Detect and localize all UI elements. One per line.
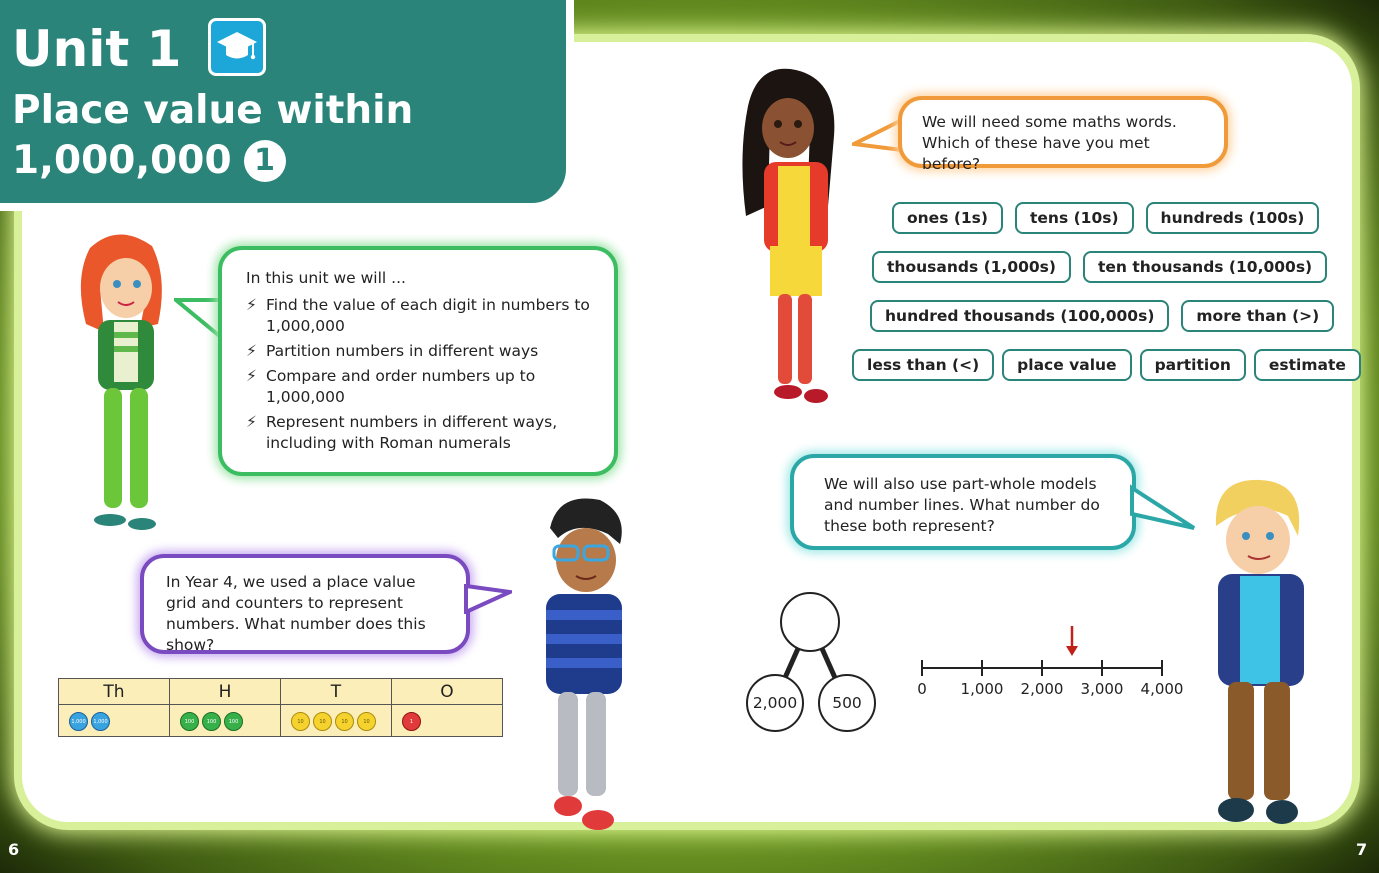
objective-item bbox=[246, 295, 590, 337]
lightning-bolt-icon: ⚡ bbox=[246, 342, 257, 360]
number-line-label: 3,000 bbox=[1080, 680, 1124, 698]
objectives-intro: In this unit we will ... bbox=[246, 269, 406, 287]
word-chip-more-than: more than (>) bbox=[1181, 300, 1334, 332]
unit-header bbox=[0, 0, 566, 203]
maths-words-row bbox=[892, 202, 1319, 234]
word-chip-tens: tens (10s) bbox=[1015, 202, 1134, 234]
objectives-bubble bbox=[218, 246, 618, 476]
ones-cell bbox=[392, 705, 503, 737]
word-chip-less-than: less than (<) bbox=[852, 349, 994, 381]
hundred-counter: 100 bbox=[180, 712, 199, 731]
ten-counter: 10 bbox=[313, 712, 332, 731]
maths-words-row bbox=[872, 251, 1327, 283]
place-value-grid bbox=[58, 678, 503, 737]
number-line-label: 1,000 bbox=[960, 680, 1004, 698]
girl-red-hair-illustration bbox=[60, 228, 178, 538]
part-whole-whole-circle bbox=[780, 592, 840, 652]
purple-bubble-tail bbox=[464, 584, 512, 614]
ten-counter: 10 bbox=[291, 712, 310, 731]
place-value-header-row bbox=[59, 679, 503, 705]
number-line-label: 2,000 bbox=[1020, 680, 1064, 698]
objective-text: Partition numbers in different ways bbox=[266, 342, 539, 360]
one-counter: 1 bbox=[402, 712, 421, 731]
word-chip-ones: ones (1s) bbox=[892, 202, 1003, 234]
objective-text: Find the value of each digit in numbers to 1,000,000 bbox=[266, 296, 590, 335]
column-header-hundreds: H bbox=[170, 679, 281, 705]
teal-bubble-tail bbox=[1130, 484, 1196, 532]
number-line bbox=[914, 620, 1174, 680]
part-whole-part-circle: 500 bbox=[818, 674, 876, 732]
word-chip-partition: partition bbox=[1140, 349, 1246, 381]
objective-item bbox=[246, 341, 590, 362]
page-number-right: 7 bbox=[1356, 840, 1368, 859]
ten-counter: 10 bbox=[335, 712, 354, 731]
column-header-tens: T bbox=[281, 679, 392, 705]
part-whole-part-circle: 2,000 bbox=[746, 674, 804, 732]
page-number-left: 6 bbox=[8, 840, 20, 859]
part-badge: 1 bbox=[244, 140, 286, 182]
word-chip-hundred-thousands: hundred thousands (100,000s) bbox=[870, 300, 1169, 332]
number-line-label: 0 bbox=[917, 680, 927, 698]
column-header-thousands: Th bbox=[59, 679, 170, 705]
word-chip-ten-thousands: ten thousands (10,000s) bbox=[1083, 251, 1327, 283]
word-chip-estimate: estimate bbox=[1254, 349, 1361, 381]
word-chip-thousands: thousands (1,000s) bbox=[872, 251, 1071, 283]
word-chip-hundreds: hundreds (100s) bbox=[1146, 202, 1320, 234]
maths-words-row bbox=[852, 349, 1361, 381]
lightning-bolt-icon: ⚡ bbox=[246, 296, 257, 314]
green-bubble-tail bbox=[174, 294, 224, 344]
year4-bubble: In Year 4, we used a place value grid and counters to represent numbers. What number does this show? bbox=[140, 554, 470, 654]
hundred-counter: 100 bbox=[224, 712, 243, 731]
objective-text: Compare and order numbers up to 1,000,000 bbox=[266, 367, 536, 406]
boy-glasses-illustration bbox=[528, 494, 632, 834]
place-value-counter-row bbox=[59, 705, 503, 737]
girl-curly-hair-illustration bbox=[738, 66, 842, 408]
maths-words-row bbox=[870, 300, 1334, 332]
models-bubble: We will also use part-whole models and number lines. What number do these both represent? bbox=[790, 454, 1136, 550]
lightning-bolt-icon: ⚡ bbox=[246, 367, 257, 385]
maths-words-bubble: We will need some maths words. Which of these have you met before? bbox=[898, 96, 1228, 168]
thousand-counter: 1,000 bbox=[91, 712, 110, 731]
objective-item bbox=[246, 366, 590, 408]
objective-item bbox=[246, 412, 590, 454]
graduation-cap-icon bbox=[208, 18, 266, 76]
thousands-cell bbox=[59, 705, 170, 737]
word-chip-place-value: place value bbox=[1002, 349, 1131, 381]
lightning-bolt-icon: ⚡ bbox=[246, 413, 257, 431]
number-line-arrow bbox=[1066, 626, 1078, 656]
hundred-counter: 100 bbox=[202, 712, 221, 731]
hundreds-cell bbox=[170, 705, 281, 737]
thousand-counter: 1,000 bbox=[69, 712, 88, 731]
unit-title-number: 1,000,000 bbox=[12, 138, 232, 183]
column-header-ones: O bbox=[392, 679, 503, 705]
objective-text: Represent numbers in different ways, including with Roman numerals bbox=[266, 413, 558, 452]
ten-counter: 10 bbox=[357, 712, 376, 731]
orange-bubble-tail bbox=[852, 118, 904, 154]
number-line-label: 4,000 bbox=[1140, 680, 1184, 698]
unit-label: Unit 1 bbox=[12, 20, 182, 78]
boy-blond-illustration bbox=[1200, 476, 1316, 836]
unit-title-line2 bbox=[12, 138, 286, 183]
tens-cell bbox=[281, 705, 392, 737]
unit-title-line1: Place value within bbox=[12, 88, 414, 133]
